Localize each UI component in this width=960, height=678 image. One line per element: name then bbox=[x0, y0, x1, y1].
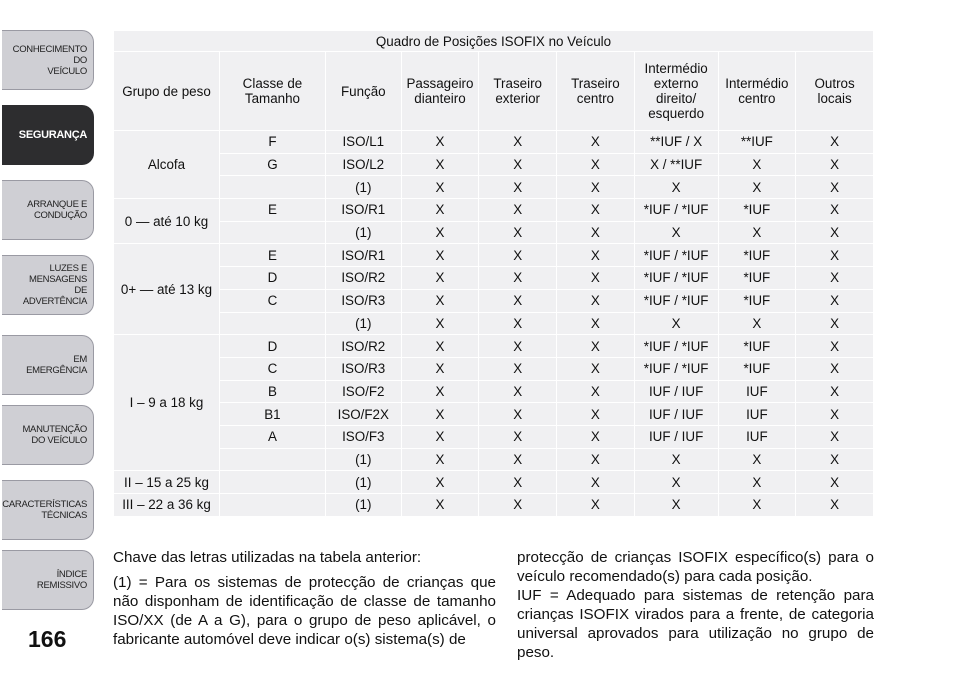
table-cell: X bbox=[557, 357, 635, 380]
table-cell: X bbox=[718, 448, 796, 471]
table-cell: X bbox=[718, 494, 796, 517]
table-cell: *IUF / *IUF bbox=[634, 267, 718, 290]
table-body bbox=[114, 131, 874, 517]
table-cell: X bbox=[796, 357, 874, 380]
note-1-continued: protecção de crianças ISOFIX específico(s) para o veículo recomendado(s) para cada posição. bbox=[517, 549, 874, 585]
table-cell: X bbox=[557, 221, 635, 244]
chapter-tab-2[interactable]: SEGURANÇA bbox=[2, 105, 94, 165]
isofix-positions-table bbox=[113, 30, 874, 517]
key-title: Chave das letras utilizadas na tabela anterior: bbox=[113, 549, 422, 566]
table-cell: X bbox=[401, 357, 479, 380]
table-row bbox=[114, 131, 874, 154]
table-cell: **IUF / X bbox=[634, 131, 718, 154]
table-cell: X bbox=[401, 494, 479, 517]
table-cell: E bbox=[219, 244, 325, 267]
table-cell: X bbox=[796, 131, 874, 154]
table-cell: X bbox=[634, 176, 718, 199]
table-cell: X bbox=[796, 153, 874, 176]
table-cell: X bbox=[479, 494, 557, 517]
page-number: 166 bbox=[28, 626, 67, 652]
table-cell: X bbox=[479, 335, 557, 358]
table-row bbox=[114, 267, 874, 290]
table-cell: X bbox=[557, 176, 635, 199]
table-cell: X bbox=[401, 244, 479, 267]
table-row bbox=[114, 403, 874, 426]
table-row bbox=[114, 176, 874, 199]
table-cell: (1) bbox=[325, 176, 401, 199]
text-column-right bbox=[517, 548, 874, 668]
note-1: (1) = Para os sistemas de protecção de crianças que não disponham de identificação de classe de tamanho ISO/XX (de A a G), para o grupo de peso aplicável, o fabricante automóvel deve indicar o(s) sistema(s) de bbox=[113, 574, 496, 648]
table-cell: ISO/R3 bbox=[325, 289, 401, 312]
table-cell: (1) bbox=[325, 471, 401, 494]
table-cell: B1 bbox=[219, 403, 325, 426]
table-cell bbox=[219, 494, 325, 517]
table-cell: ISO/R1 bbox=[325, 199, 401, 222]
column-header-5: Traseiro exterior bbox=[479, 52, 557, 131]
table-row bbox=[114, 289, 874, 312]
table-title: Quadro de Posições ISOFIX no Veículo bbox=[114, 31, 874, 52]
table-cell: X bbox=[796, 312, 874, 335]
table-cell: X bbox=[557, 494, 635, 517]
table-cell: X bbox=[479, 176, 557, 199]
table-cell: IUF bbox=[718, 380, 796, 403]
table-cell: X bbox=[479, 289, 557, 312]
column-header-6: Traseiro centro bbox=[557, 52, 635, 131]
table-cell: *IUF / *IUF bbox=[634, 335, 718, 358]
weight-group-cell: 0 — até 10 kg bbox=[114, 199, 220, 244]
table-cell: X bbox=[796, 267, 874, 290]
table-cell: X bbox=[401, 312, 479, 335]
table-cell: (1) bbox=[325, 221, 401, 244]
table-cell: X bbox=[796, 199, 874, 222]
table-cell: X bbox=[557, 153, 635, 176]
table-cell: X bbox=[718, 153, 796, 176]
table-cell: (1) bbox=[325, 312, 401, 335]
table-cell: X bbox=[401, 448, 479, 471]
table-cell: X bbox=[557, 289, 635, 312]
table-cell: X bbox=[796, 448, 874, 471]
table-cell: X bbox=[401, 289, 479, 312]
table-cell: X bbox=[796, 494, 874, 517]
table-cell bbox=[219, 221, 325, 244]
table-cell: X bbox=[796, 289, 874, 312]
table-cell: X bbox=[401, 131, 479, 154]
table-cell: C bbox=[219, 289, 325, 312]
table-cell: X bbox=[718, 176, 796, 199]
table-cell: X bbox=[634, 221, 718, 244]
table-cell: X bbox=[718, 312, 796, 335]
table-cell: X bbox=[401, 176, 479, 199]
table-cell bbox=[219, 471, 325, 494]
table-cell: A bbox=[219, 425, 325, 448]
table-cell: X bbox=[479, 380, 557, 403]
table-cell: X bbox=[718, 471, 796, 494]
column-header-1: Grupo de peso bbox=[114, 52, 220, 131]
table-cell: ISO/R2 bbox=[325, 335, 401, 358]
table-cell: ISO/F3 bbox=[325, 425, 401, 448]
chapter-tab-1[interactable]: CONHECIMENTO DO VEÍCULO bbox=[2, 30, 94, 90]
table-cell: X bbox=[796, 425, 874, 448]
table-cell: X / **IUF bbox=[634, 153, 718, 176]
chapter-tab-3[interactable]: ARRANQUE E CONDUÇÃO bbox=[2, 180, 94, 240]
table-cell: D bbox=[219, 267, 325, 290]
table-cell: X bbox=[557, 471, 635, 494]
table-cell: *IUF / *IUF bbox=[634, 357, 718, 380]
table-cell: X bbox=[557, 267, 635, 290]
table-cell: IUF bbox=[718, 403, 796, 426]
table-cell: X bbox=[401, 425, 479, 448]
table-cell: X bbox=[401, 199, 479, 222]
weight-group-cell: III – 22 a 36 kg bbox=[114, 494, 220, 517]
table-cell: *IUF bbox=[718, 267, 796, 290]
table-cell: X bbox=[401, 380, 479, 403]
table-cell: X bbox=[557, 335, 635, 358]
table-title-row bbox=[114, 31, 874, 52]
table-cell: *IUF bbox=[718, 357, 796, 380]
table-row bbox=[114, 335, 874, 358]
table-cell: X bbox=[634, 312, 718, 335]
table-row bbox=[114, 448, 874, 471]
table-row bbox=[114, 494, 874, 517]
table-cell: X bbox=[796, 244, 874, 267]
table-cell: X bbox=[479, 199, 557, 222]
table-cell: IUF / IUF bbox=[634, 425, 718, 448]
table-cell: X bbox=[557, 312, 635, 335]
table-cell: ISO/F2 bbox=[325, 380, 401, 403]
weight-group-cell: I – 9 a 18 kg bbox=[114, 335, 220, 471]
table-cell: X bbox=[479, 267, 557, 290]
table-cell: ISO/L2 bbox=[325, 153, 401, 176]
chapter-tab-6[interactable]: MANUTENÇÃO DO VEÍCULO bbox=[2, 405, 94, 465]
column-header-8: Intermédio centro bbox=[718, 52, 796, 131]
table-cell: ISO/F2X bbox=[325, 403, 401, 426]
table-cell: **IUF bbox=[718, 131, 796, 154]
isofix-table-container bbox=[113, 30, 874, 517]
table-cell: X bbox=[796, 335, 874, 358]
table-cell: *IUF bbox=[718, 335, 796, 358]
table-cell: X bbox=[796, 380, 874, 403]
table-cell: X bbox=[557, 131, 635, 154]
column-header-3: Função bbox=[325, 52, 401, 131]
table-cell: IUF / IUF bbox=[634, 403, 718, 426]
table-cell: X bbox=[634, 471, 718, 494]
chapter-tab-8[interactable]: ÍNDICE REMISSIVO bbox=[2, 550, 94, 610]
table-cell: X bbox=[479, 221, 557, 244]
table-cell: X bbox=[479, 425, 557, 448]
column-header-4: Passageiro dianteiro bbox=[401, 52, 479, 131]
note-iuf: IUF = Adequado para sistemas de retenção para crianças ISOFIX virados para a frente, de categoria universal aprovados para utilização no grupo de peso. bbox=[517, 587, 874, 661]
chapter-tab-4[interactable]: LUZES E MENSAGENS DE ADVERTÊNCIA bbox=[2, 255, 94, 315]
text-column-left bbox=[113, 548, 496, 649]
table-cell: X bbox=[401, 403, 479, 426]
table-row bbox=[114, 199, 874, 222]
table-cell: E bbox=[219, 199, 325, 222]
table-cell: IUF / IUF bbox=[634, 380, 718, 403]
weight-group-cell: Alcofa bbox=[114, 131, 220, 199]
chapter-tab-5[interactable]: EM EMERGÊNCIA bbox=[2, 335, 94, 395]
table-row bbox=[114, 425, 874, 448]
table-cell bbox=[219, 312, 325, 335]
table-row bbox=[114, 312, 874, 335]
table-cell: ISO/R3 bbox=[325, 357, 401, 380]
table-cell: X bbox=[557, 403, 635, 426]
table-cell: *IUF bbox=[718, 199, 796, 222]
column-header-7: Intermédio externo direito/ esquerdo bbox=[634, 52, 718, 131]
table-row bbox=[114, 380, 874, 403]
table-cell: ISO/R2 bbox=[325, 267, 401, 290]
table-cell: X bbox=[479, 244, 557, 267]
table-cell: X bbox=[401, 335, 479, 358]
table-cell: X bbox=[479, 131, 557, 154]
table-cell: X bbox=[796, 403, 874, 426]
table-cell: F bbox=[219, 131, 325, 154]
table-cell: X bbox=[634, 494, 718, 517]
table-cell: *IUF / *IUF bbox=[634, 244, 718, 267]
table-cell: ISO/R1 bbox=[325, 244, 401, 267]
table-row bbox=[114, 244, 874, 267]
table-row bbox=[114, 357, 874, 380]
column-header-9: Outros locais bbox=[796, 52, 874, 131]
table-cell bbox=[219, 176, 325, 199]
table-cell: X bbox=[479, 471, 557, 494]
table-row bbox=[114, 471, 874, 494]
table-cell: X bbox=[401, 221, 479, 244]
table-cell: *IUF bbox=[718, 244, 796, 267]
table-cell: X bbox=[796, 471, 874, 494]
table-cell: D bbox=[219, 335, 325, 358]
table-cell: G bbox=[219, 153, 325, 176]
table-cell: X bbox=[718, 221, 796, 244]
table-cell: *IUF / *IUF bbox=[634, 289, 718, 312]
weight-group-cell: II – 15 a 25 kg bbox=[114, 471, 220, 494]
table-cell bbox=[219, 448, 325, 471]
column-header-2: Classe de Tamanho bbox=[219, 52, 325, 131]
table-cell: B bbox=[219, 380, 325, 403]
table-header-row bbox=[114, 52, 874, 131]
table-cell: ISO/L1 bbox=[325, 131, 401, 154]
table-cell: X bbox=[557, 380, 635, 403]
table-cell: X bbox=[479, 312, 557, 335]
table-cell: X bbox=[401, 267, 479, 290]
table-cell: (1) bbox=[325, 448, 401, 471]
table-cell: X bbox=[557, 448, 635, 471]
table-row bbox=[114, 221, 874, 244]
table-cell: X bbox=[479, 403, 557, 426]
table-cell: X bbox=[479, 448, 557, 471]
table-cell: X bbox=[401, 471, 479, 494]
table-cell: X bbox=[557, 244, 635, 267]
table-cell: *IUF bbox=[718, 289, 796, 312]
table-cell: X bbox=[796, 176, 874, 199]
table-cell: IUF bbox=[718, 425, 796, 448]
table-cell: C bbox=[219, 357, 325, 380]
table-cell: (1) bbox=[325, 494, 401, 517]
chapter-tab-7[interactable]: CARACTERÍSTICAS TÉCNICAS bbox=[2, 480, 94, 540]
table-cell: X bbox=[401, 153, 479, 176]
table-cell: X bbox=[479, 357, 557, 380]
table-cell: X bbox=[796, 221, 874, 244]
weight-group-cell: 0+ — até 13 kg bbox=[114, 244, 220, 335]
table-cell: X bbox=[557, 425, 635, 448]
table-cell: X bbox=[557, 199, 635, 222]
table-cell: X bbox=[634, 448, 718, 471]
table-cell: X bbox=[479, 153, 557, 176]
table-row bbox=[114, 153, 874, 176]
table-cell: *IUF / *IUF bbox=[634, 199, 718, 222]
